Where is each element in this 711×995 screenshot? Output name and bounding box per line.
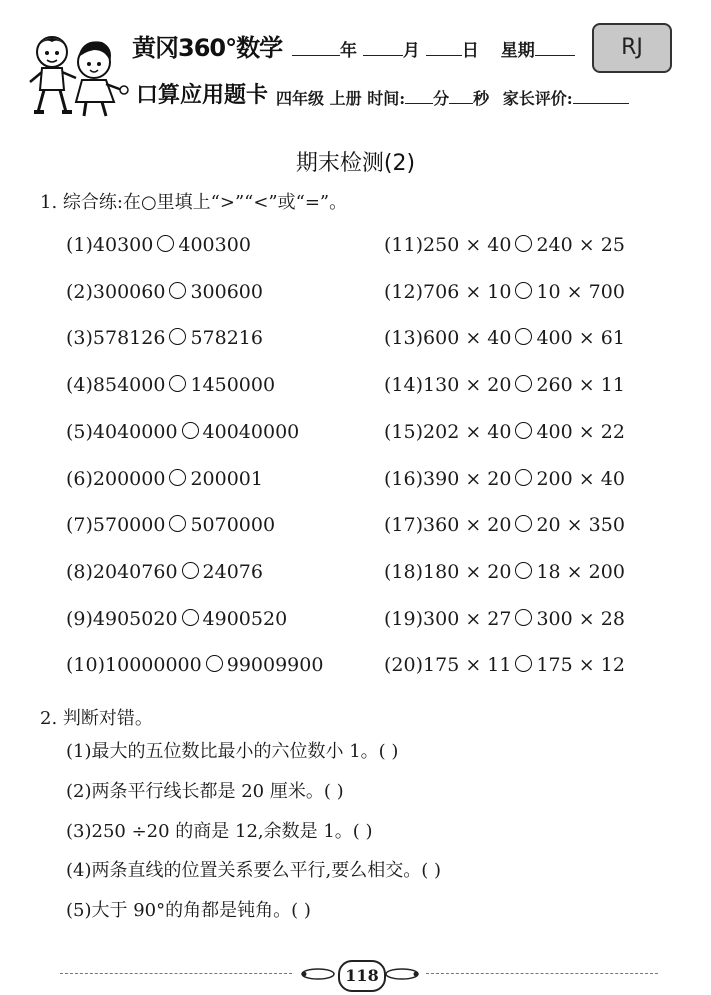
- answer-circle[interactable]: [182, 422, 199, 439]
- week-blank[interactable]: [535, 41, 575, 56]
- right-expression: 400 × 61: [536, 327, 625, 350]
- month-label: 月: [402, 41, 420, 61]
- right-expression: 99009900: [226, 654, 324, 677]
- year-blank[interactable]: [292, 41, 340, 56]
- answer-circle[interactable]: [515, 609, 532, 626]
- answer-circle[interactable]: [169, 282, 186, 299]
- item-number: (6): [66, 467, 93, 490]
- judgement-item[interactable]: (5)大于 90°的角都是钝角。( ): [66, 900, 311, 922]
- left-expression: 300 × 27: [423, 607, 512, 630]
- item-number: (19): [384, 607, 424, 630]
- right-expression: 400 × 22: [536, 420, 625, 443]
- item-number: (17): [384, 514, 424, 537]
- answer-circle[interactable]: [169, 469, 186, 486]
- answer-circle[interactable]: [515, 562, 532, 579]
- parent-eval-blank[interactable]: [573, 89, 629, 104]
- answer-circle[interactable]: [515, 375, 532, 392]
- left-expression: 180 × 20: [423, 560, 512, 583]
- right-expression: 400300: [178, 234, 251, 256]
- answer-circle[interactable]: [206, 655, 223, 672]
- minute-blank[interactable]: [405, 89, 433, 104]
- item-number: (3): [66, 327, 93, 350]
- right-expression: 18 × 200: [536, 560, 625, 583]
- month-blank[interactable]: [363, 41, 403, 56]
- item-number: (7): [66, 514, 93, 537]
- answer-circle[interactable]: [182, 609, 199, 626]
- item-number: (2): [66, 280, 93, 303]
- comparison-item: [66, 327, 263, 349]
- right-expression: 578216: [190, 327, 263, 350]
- item-number: (18): [384, 560, 424, 583]
- comparison-item: [384, 327, 625, 349]
- comparison-item: [384, 421, 625, 443]
- page-number: 118: [338, 960, 386, 992]
- right-expression: 5070000: [190, 514, 276, 537]
- footer-divider-left: [60, 973, 292, 974]
- grade-label: 四年级: [276, 89, 325, 108]
- page-footer: [60, 958, 660, 988]
- left-expression: 130 × 20: [423, 374, 512, 397]
- item-number: (8): [66, 560, 93, 583]
- answer-circle[interactable]: [157, 235, 174, 252]
- left-expression: 4905020: [92, 607, 178, 630]
- answer-circle[interactable]: [515, 328, 532, 345]
- answer-circle[interactable]: [169, 515, 186, 532]
- volume-label: 上册: [329, 89, 362, 108]
- q2-heading: 2. 判断对错。: [40, 708, 153, 729]
- comparison-item: [384, 468, 625, 490]
- comparison-item: [66, 234, 251, 256]
- comparison-item: [66, 514, 275, 536]
- left-expression: 200000: [92, 467, 166, 490]
- answer-circle[interactable]: [182, 562, 199, 579]
- item-number: (20): [384, 654, 424, 677]
- left-expression: 175 × 11: [423, 654, 512, 677]
- comparison-item: [384, 654, 625, 676]
- item-number: (4): [66, 374, 93, 397]
- left-expression: 570000: [92, 514, 166, 537]
- judgement-item[interactable]: (3)250 ÷20 的商是 12,余数是 1。( ): [66, 820, 373, 842]
- day-blank[interactable]: [426, 41, 462, 56]
- comparison-item: [384, 374, 625, 396]
- right-expression: 260 × 11: [536, 374, 625, 397]
- right-expression: 300 × 28: [536, 607, 625, 630]
- answer-circle[interactable]: [515, 235, 532, 252]
- page-title: 期末检测(2): [295, 151, 416, 176]
- judgement-item[interactable]: (4)两条直线的位置关系要么平行,要么相交。( ): [66, 860, 441, 882]
- answer-circle[interactable]: [515, 515, 532, 532]
- comparison-item: [384, 234, 625, 256]
- answer-circle[interactable]: [515, 422, 532, 439]
- answer-circle[interactable]: [169, 328, 186, 345]
- answer-circle[interactable]: [515, 469, 532, 486]
- item-number: (16): [384, 467, 424, 490]
- judgement-item[interactable]: (1)最大的五位数比最小的六位数小 1。( ): [66, 741, 399, 762]
- left-expression: 10000000: [105, 654, 202, 677]
- right-expression: 40040000: [202, 420, 300, 443]
- right-expression: 240 × 25: [536, 234, 625, 256]
- item-number: (1): [66, 234, 93, 256]
- left-expression: 854000: [92, 374, 166, 397]
- time-label: 时间:: [367, 89, 406, 108]
- left-expression: 2040760: [92, 560, 178, 583]
- footer-ornament-left: [296, 968, 336, 980]
- right-expression: 200 × 40: [536, 467, 625, 490]
- second-blank[interactable]: [449, 89, 473, 104]
- answer-circle[interactable]: [515, 282, 532, 299]
- comparison-item: [384, 514, 625, 536]
- brand-subtitle: 口算应用题卡: [136, 83, 269, 108]
- item-number: (9): [66, 607, 93, 630]
- comparison-item: [384, 281, 625, 303]
- left-expression: 4040000: [92, 420, 178, 443]
- comparison-item: [66, 561, 263, 583]
- left-expression: 390 × 20: [423, 467, 512, 490]
- item-number: (13): [384, 327, 424, 350]
- left-expression: 40300: [92, 234, 154, 256]
- info-fields: [276, 86, 629, 109]
- item-number: (15): [384, 420, 424, 443]
- right-expression: 300600: [190, 280, 263, 303]
- footer-ornament-right: [384, 968, 424, 980]
- comparison-item: [66, 468, 263, 490]
- comparison-item: [66, 281, 263, 303]
- day-label: 日: [461, 41, 479, 61]
- right-expression: 200001: [190, 467, 263, 490]
- footer-divider-right: [426, 973, 658, 974]
- comparison-item: [66, 608, 287, 630]
- header: [0, 0, 711, 120]
- item-number: (11): [384, 234, 424, 256]
- edition-badge: RJ: [592, 23, 672, 73]
- answer-circle[interactable]: [515, 655, 532, 672]
- left-expression: 578126: [92, 327, 166, 350]
- parent-eval-label: 家长评价:: [502, 89, 573, 108]
- date-fields: [292, 36, 575, 61]
- comparison-item: [66, 374, 275, 396]
- right-expression: 20 × 350: [536, 514, 625, 537]
- cartoon-kids-logo: [22, 28, 132, 120]
- right-expression: 1450000: [190, 374, 276, 397]
- comparison-item: [384, 561, 625, 583]
- item-number: (5): [66, 420, 93, 443]
- q1-heading: 1. 综合练:在○里填上“>”“<”或“=”。: [40, 192, 348, 213]
- comparison-item: [66, 421, 299, 443]
- answer-circle[interactable]: [169, 375, 186, 392]
- left-expression: 202 × 40: [423, 420, 512, 443]
- item-number: (12): [384, 280, 424, 303]
- left-expression: 250 × 40: [423, 234, 512, 256]
- right-expression: 175 × 12: [536, 654, 625, 677]
- brand-title: 黄冈360°数学: [132, 34, 283, 62]
- left-expression: 360 × 20: [423, 514, 512, 537]
- item-number: (10): [66, 654, 106, 677]
- second-label: 秒: [473, 89, 490, 108]
- minute-label: 分: [433, 89, 450, 108]
- item-number: (14): [384, 374, 424, 397]
- right-expression: 10 × 700: [536, 280, 625, 303]
- comparison-item: [66, 654, 323, 676]
- year-label: 年: [340, 41, 357, 61]
- right-expression: 24076: [202, 560, 263, 583]
- comparison-item: [384, 608, 625, 630]
- judgement-item[interactable]: (2)两条平行线长都是 20 厘米。( ): [66, 780, 344, 802]
- left-expression: 706 × 10: [423, 280, 512, 303]
- week-label: 星期: [500, 41, 535, 61]
- right-expression: 4900520: [202, 607, 288, 630]
- left-expression: 300060: [92, 280, 166, 303]
- left-expression: 600 × 40: [423, 327, 512, 350]
